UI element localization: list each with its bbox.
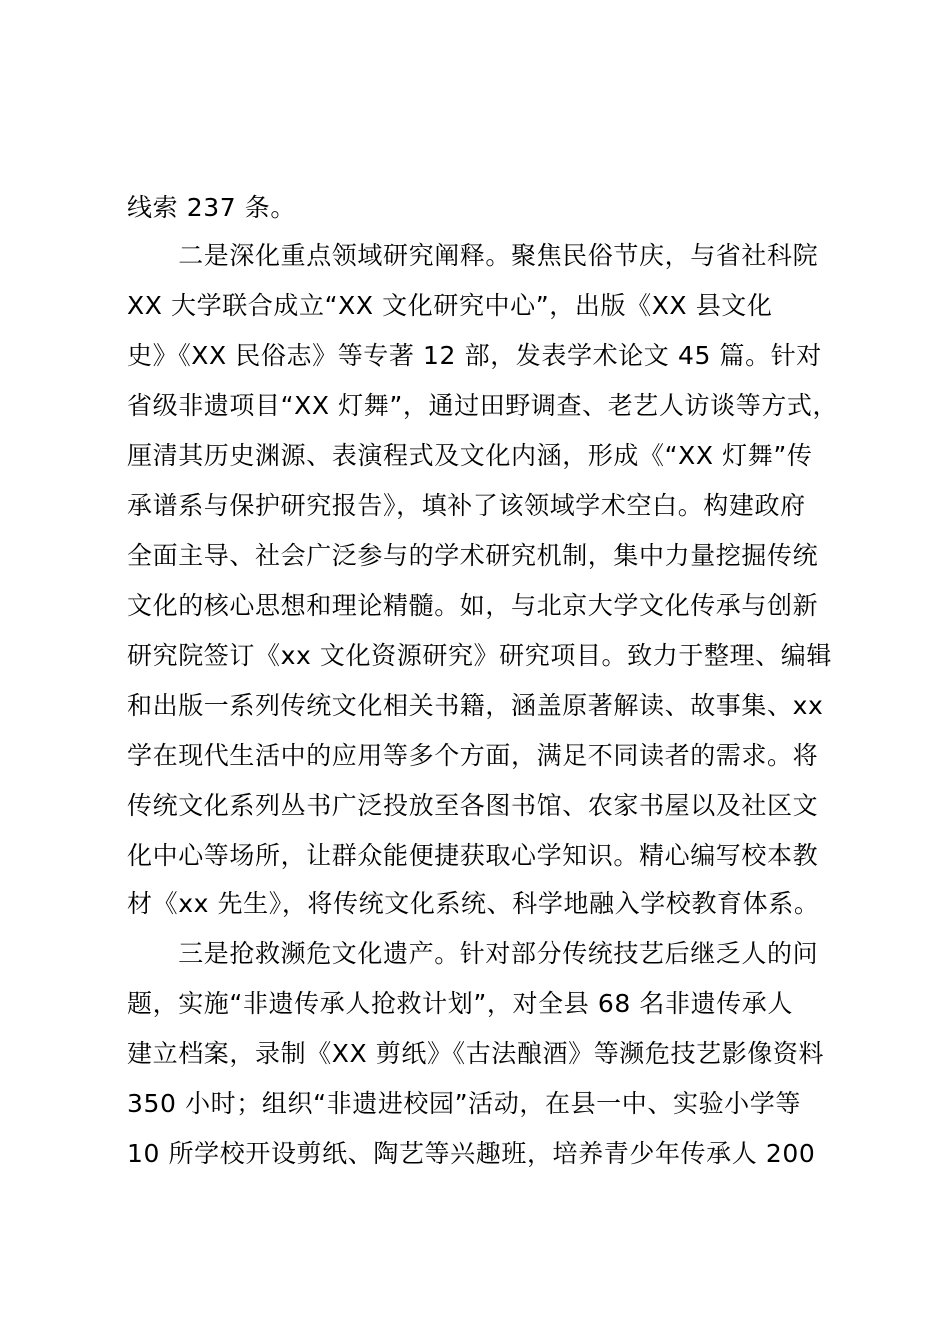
- text-line: 题，实施“非遗传承人抢救计划”，对全县 68 名非遗传承人: [127, 989, 794, 1018]
- text-line: 学在现代生活中的应用等多个方面，满足不同读者的需求。将: [127, 741, 819, 770]
- text-line: 建立档案，录制《XX 剪纸》《古法酿酒》等濒危技艺影像资料: [127, 1039, 825, 1068]
- text-line: 厘清其历史渊源、表演程式及文化内涵，形成《“XX 灯舞”传: [127, 441, 813, 470]
- text-line: 省级非遗项目“XX 灯舞”，通过田野调查、老艺人访谈等方式，: [127, 391, 839, 420]
- text-line: 和出版一系列传统文化相关书籍，涵盖原著解读、故事集、xx: [127, 691, 824, 720]
- text-line: 二是深化重点领域研究阐释。聚焦民俗节庆，与省社科院: [127, 241, 819, 270]
- text-line: 化中心等场所，让群众能便捷获取心学知识。精心编写校本教: [127, 841, 819, 870]
- text-line: 线索 237 条。: [127, 193, 297, 222]
- text-line: 史》《XX 民俗志》等专著 12 部，发表学术论文 45 篇。针对: [127, 341, 822, 370]
- text-line: 文化的核心思想和理论精髓。如，与北京大学文化传承与创新: [127, 591, 819, 620]
- text-line: 三是抢救濒危文化遗产。针对部分传统技艺后继乏人的问: [127, 939, 819, 968]
- text-line: 10 所学校开设剪纸、陶艺等兴趣班，培养青少年传承人 200: [127, 1139, 816, 1168]
- text-line: 承谱系与保护研究报告》，填补了该领域学术空白。构建政府: [127, 491, 806, 520]
- text-line: 传统文化系列丛书广泛投放至各图书馆、农家书屋以及社区文: [127, 791, 819, 820]
- text-line: XX 大学联合成立“XX 文化研究中心”，出版《XX 县文化: [127, 291, 773, 320]
- text-line: 全面主导、社会广泛参与的学术研究机制，集中力量挖掘传统: [127, 541, 819, 570]
- text-line: 研究院签订《xx 文化资源研究》研究项目。致力于整理、编辑: [127, 641, 832, 670]
- text-line: 350 小时；组织“非遗进校园”活动，在县一中、实验小学等: [127, 1089, 801, 1118]
- text-line: 材《xx 先生》，将传统文化系统、科学地融入学校教育体系。: [127, 889, 820, 918]
